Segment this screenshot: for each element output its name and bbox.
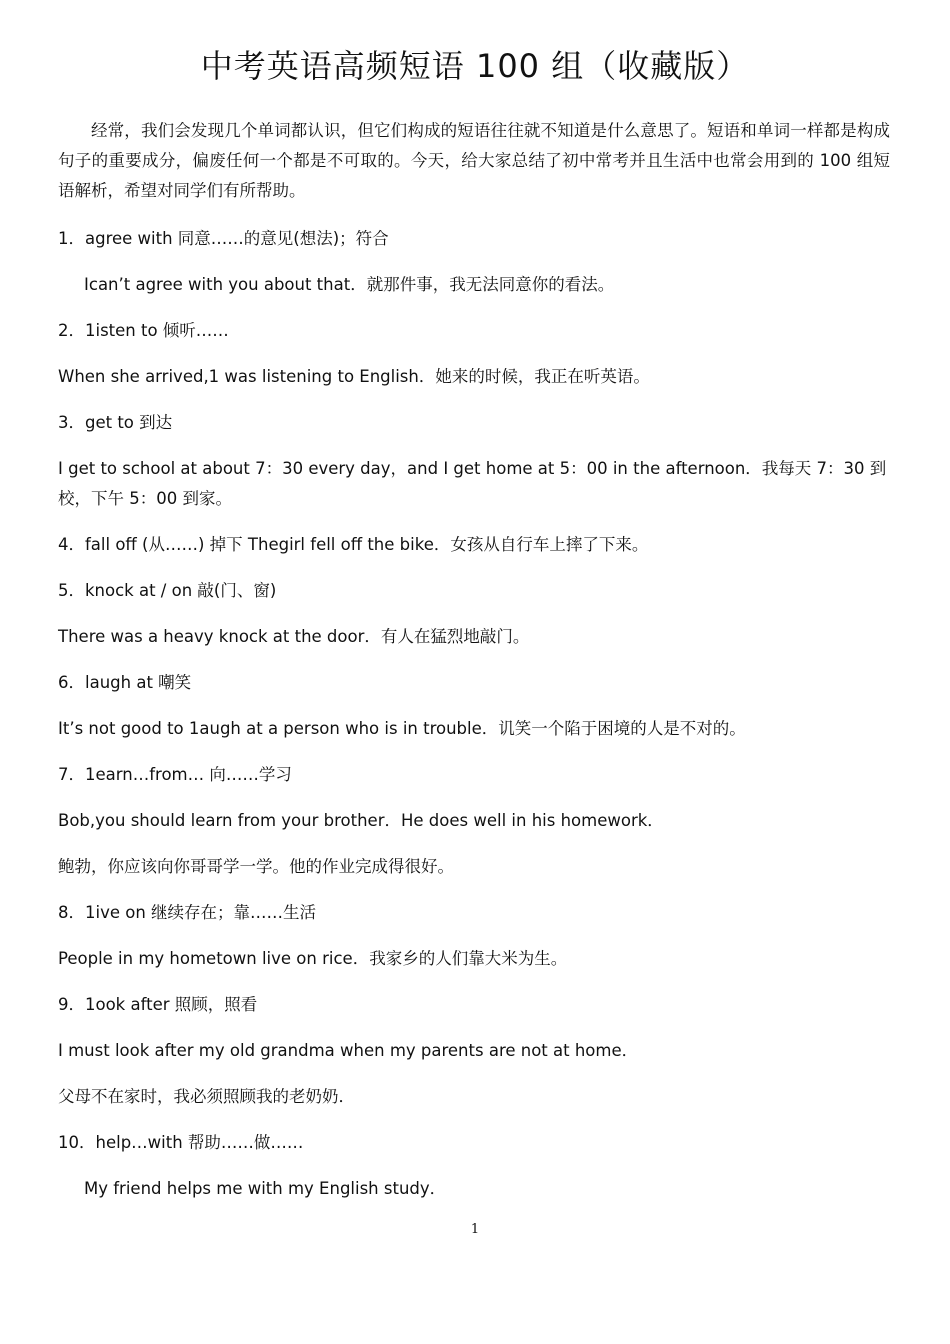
phrase-7-example: Bob,you should learn from your brother．He does well in his homework． <box>58 811 664 830</box>
phrase-5-example: There was a heavy knock at the door．有人在猛烈地敲门。 <box>58 627 530 646</box>
phrase-6-heading: 6．laugh at 嘲笑 <box>58 673 192 692</box>
phrase-10-heading: 10．help…with 帮助……做…… <box>58 1133 304 1152</box>
page-number: 1 <box>470 1222 480 1237</box>
phrase-8-example: People in my hometown live on rice．我家乡的人们靠大米为生。 <box>58 949 568 968</box>
phrase-4-heading: 4．fall off (从……) 掉下 Thegirl fell off the bike．女孩从自行车上摔了下来。 <box>58 535 649 554</box>
phrase-7-heading: 7．1earn…from… 向……学习 <box>58 765 292 784</box>
phrase-7-translation: 鲍勃，你应该向你哥哥学一学。他的作业完成得很好。 <box>58 857 454 876</box>
phrase-1-example: Ican’t agree with you about that．就那件事，我无法同意你的看法。 <box>84 275 615 294</box>
intro-paragraph: 经常，我们会发现几个单词都认识，但它们构成的短语往往就不知道是什么意思了。短语和单词一样都是构成句子的重要成分，偏废任何一个都是不可取的。今天，给大家总结了初中常考并且生活中也常会用到的 100 组短语解析，希望对同学们有所帮助。 <box>58 121 890 200</box>
phrase-1-heading: 1．agree with 同意……的意见(想法)；符合 <box>58 229 389 248</box>
phrase-2-heading: 2．1isten to 倾听…… <box>58 321 229 340</box>
phrase-3-heading: 3．get to 到达 <box>58 413 173 432</box>
phrase-6-example: It’s not good to 1augh at a person who is in trouble．讥笑一个陷于困境的人是不对的。 <box>58 719 746 738</box>
phrase-9-heading: 9．1ook after 照顾，照看 <box>58 995 258 1014</box>
page-title: 中考英语高频短语 100 组（收藏版） <box>200 47 750 85</box>
phrase-3-example: I get to school at about 7：30 every day，and I get home at 5：00 in the afternoon．我每天 7：30 到校，下午 5：00 到家。 <box>58 459 887 508</box>
phrase-9-translation: 父母不在家时，我必须照顾我的老奶奶． <box>58 1087 355 1106</box>
phrase-2-example: When she arrived,1 was listening to English．她来的时候，我正在听英语。 <box>58 367 650 386</box>
phrase-9-example: I must look after my old grandma when my parents are not at home． <box>58 1041 639 1060</box>
phrase-5-heading: 5．knock at / on 敲(门、窗) <box>58 581 277 600</box>
phrase-8-heading: 8．1ive on 继续存在；靠……生活 <box>58 903 317 922</box>
phrase-10-example: My friend helps me with my English study． <box>84 1179 447 1198</box>
